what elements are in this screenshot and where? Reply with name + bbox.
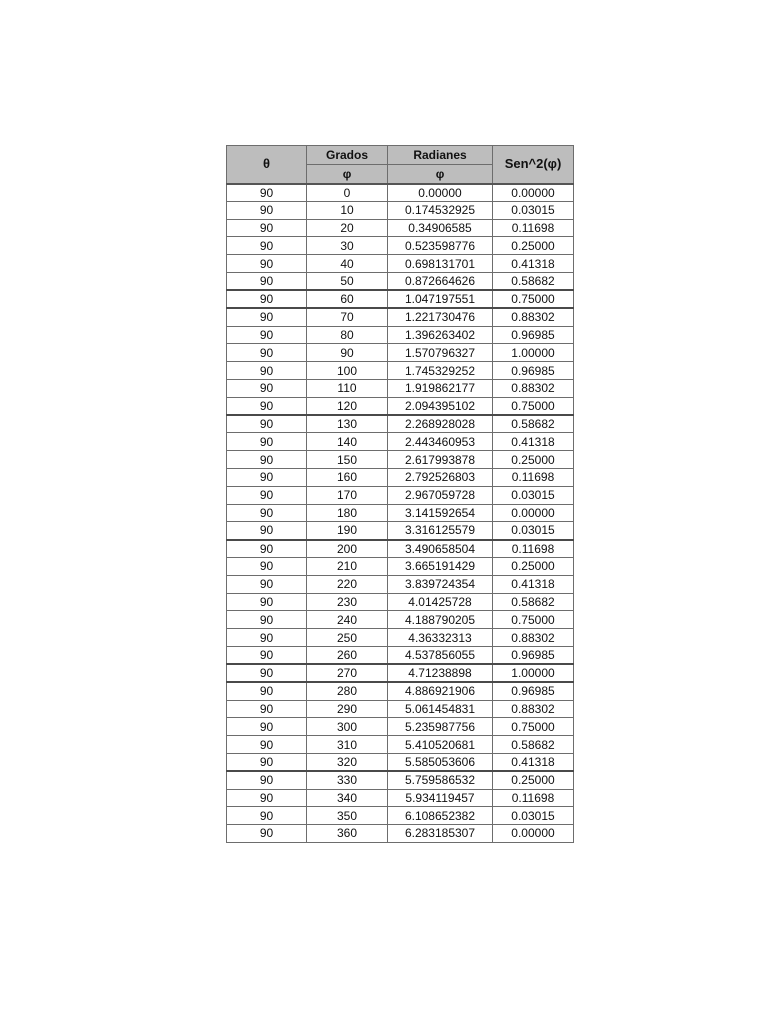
sen2-cell: 0.25000	[493, 451, 574, 469]
grados-cell: 200	[307, 540, 388, 558]
grados-cell: 240	[307, 611, 388, 629]
theta-cell: 90	[227, 415, 307, 433]
table-row	[227, 646, 574, 664]
radianes-cell: 0.523598776	[388, 237, 493, 255]
table-row	[227, 557, 574, 575]
table-row	[227, 379, 574, 397]
sen2-cell: 0.96985	[493, 682, 574, 700]
table-row	[227, 433, 574, 451]
sen2-cell: 0.75000	[493, 397, 574, 415]
sen2-cell: 0.75000	[493, 718, 574, 736]
table-row	[227, 807, 574, 825]
theta-cell: 90	[227, 736, 307, 754]
grados-cell: 260	[307, 646, 388, 664]
theta-cell: 90	[227, 789, 307, 807]
radianes-cell: 3.490658504	[388, 540, 493, 558]
grados-cell: 90	[307, 344, 388, 362]
theta-cell: 90	[227, 629, 307, 647]
table-row	[227, 486, 574, 504]
theta-cell: 90	[227, 344, 307, 362]
theta-cell: 90	[227, 255, 307, 273]
sen2-cell: 1.00000	[493, 344, 574, 362]
table-row	[227, 397, 574, 415]
grados-cell: 130	[307, 415, 388, 433]
grados-cell: 190	[307, 522, 388, 540]
theta-cell: 90	[227, 540, 307, 558]
header-grados-phi: φ	[307, 165, 388, 184]
table-row	[227, 682, 574, 700]
theta-cell: 90	[227, 219, 307, 237]
table-row	[227, 255, 574, 273]
sen2-cell: 0.96985	[493, 646, 574, 664]
theta-cell: 90	[227, 825, 307, 843]
radianes-cell: 0.872664626	[388, 272, 493, 290]
sen2-cell: 0.03015	[493, 807, 574, 825]
radianes-cell: 5.585053606	[388, 753, 493, 771]
grados-cell: 110	[307, 379, 388, 397]
table-row	[227, 201, 574, 219]
grados-cell: 40	[307, 255, 388, 273]
radianes-cell: 4.71238898	[388, 664, 493, 682]
grados-cell: 300	[307, 718, 388, 736]
sen2-cell: 0.88302	[493, 629, 574, 647]
radianes-cell: 1.396263402	[388, 326, 493, 344]
grados-cell: 220	[307, 575, 388, 593]
grados-cell: 100	[307, 362, 388, 380]
table-row	[227, 736, 574, 754]
table-row	[227, 326, 574, 344]
grados-cell: 330	[307, 771, 388, 789]
radianes-cell: 3.665191429	[388, 557, 493, 575]
grados-cell: 0	[307, 184, 388, 202]
sen2-cell: 1.00000	[493, 664, 574, 682]
table-body	[227, 184, 574, 843]
radianes-cell: 1.919862177	[388, 379, 493, 397]
radianes-cell: 4.36332313	[388, 629, 493, 647]
theta-cell: 90	[227, 807, 307, 825]
sen2-cell: 0.41318	[493, 575, 574, 593]
table-row	[227, 629, 574, 647]
header-theta: θ	[227, 146, 307, 184]
grados-cell: 210	[307, 557, 388, 575]
radianes-cell: 1.047197551	[388, 290, 493, 308]
radianes-cell: 0.00000	[388, 184, 493, 202]
sen2-cell: 0.03015	[493, 486, 574, 504]
sen2-cell: 0.58682	[493, 736, 574, 754]
radianes-cell: 5.410520681	[388, 736, 493, 754]
header-grados: Grados	[307, 146, 388, 165]
sen2-cell: 0.88302	[493, 308, 574, 326]
table-row	[227, 290, 574, 308]
grados-cell: 340	[307, 789, 388, 807]
radianes-cell: 5.759586532	[388, 771, 493, 789]
grados-cell: 80	[307, 326, 388, 344]
radianes-cell: 5.235987756	[388, 718, 493, 736]
header-radianes: Radianes	[388, 146, 493, 165]
grados-cell: 180	[307, 504, 388, 522]
theta-cell: 90	[227, 486, 307, 504]
radianes-cell: 4.188790205	[388, 611, 493, 629]
grados-cell: 20	[307, 219, 388, 237]
table-row	[227, 451, 574, 469]
radianes-cell: 1.570796327	[388, 344, 493, 362]
sen2-cell: 0.88302	[493, 379, 574, 397]
grados-cell: 70	[307, 308, 388, 326]
table-header	[227, 146, 574, 184]
table-row	[227, 718, 574, 736]
radianes-cell: 2.792526803	[388, 468, 493, 486]
theta-cell: 90	[227, 201, 307, 219]
theta-cell: 90	[227, 451, 307, 469]
sen2-cell: 0.75000	[493, 290, 574, 308]
grados-cell: 270	[307, 664, 388, 682]
theta-cell: 90	[227, 575, 307, 593]
sen2-cell: 0.75000	[493, 611, 574, 629]
table-row	[227, 219, 574, 237]
sen2-cell: 0.41318	[493, 255, 574, 273]
sen2-cell: 0.00000	[493, 184, 574, 202]
radianes-cell: 4.537856055	[388, 646, 493, 664]
theta-cell: 90	[227, 753, 307, 771]
radianes-cell: 2.967059728	[388, 486, 493, 504]
radianes-cell: 2.617993878	[388, 451, 493, 469]
theta-cell: 90	[227, 308, 307, 326]
table-row	[227, 308, 574, 326]
radianes-cell: 2.094395102	[388, 397, 493, 415]
theta-cell: 90	[227, 593, 307, 611]
radianes-cell: 4.01425728	[388, 593, 493, 611]
table-row	[227, 593, 574, 611]
sen2-cell: 0.00000	[493, 825, 574, 843]
sen2-cell: 0.25000	[493, 771, 574, 789]
grados-cell: 360	[307, 825, 388, 843]
theta-cell: 90	[227, 557, 307, 575]
radianes-cell: 5.934119457	[388, 789, 493, 807]
theta-cell: 90	[227, 700, 307, 718]
grados-cell: 230	[307, 593, 388, 611]
theta-cell: 90	[227, 771, 307, 789]
grados-cell: 50	[307, 272, 388, 290]
theta-cell: 90	[227, 468, 307, 486]
table-row	[227, 771, 574, 789]
table-row	[227, 540, 574, 558]
grados-cell: 310	[307, 736, 388, 754]
radianes-cell: 5.061454831	[388, 700, 493, 718]
radianes-cell: 0.174532925	[388, 201, 493, 219]
theta-cell: 90	[227, 362, 307, 380]
radianes-cell: 0.34906585	[388, 219, 493, 237]
table-row	[227, 611, 574, 629]
table-row	[227, 272, 574, 290]
grados-cell: 350	[307, 807, 388, 825]
table-row	[227, 362, 574, 380]
grados-cell: 30	[307, 237, 388, 255]
theta-cell: 90	[227, 184, 307, 202]
theta-cell: 90	[227, 611, 307, 629]
theta-cell: 90	[227, 646, 307, 664]
sen2-cell: 0.96985	[493, 362, 574, 380]
theta-cell: 90	[227, 290, 307, 308]
sen2-cell: 0.58682	[493, 272, 574, 290]
sen2-cell: 0.41318	[493, 753, 574, 771]
grados-cell: 10	[307, 201, 388, 219]
header-sen2: Sen^2(φ)	[493, 146, 574, 184]
grados-cell: 290	[307, 700, 388, 718]
sen2-cell: 0.58682	[493, 415, 574, 433]
theta-cell: 90	[227, 522, 307, 540]
sen2-cell: 0.11698	[493, 219, 574, 237]
theta-cell: 90	[227, 237, 307, 255]
sen2-cell: 0.03015	[493, 201, 574, 219]
theta-cell: 90	[227, 682, 307, 700]
table-row	[227, 237, 574, 255]
table-row	[227, 789, 574, 807]
table-row	[227, 664, 574, 682]
table-row	[227, 468, 574, 486]
theta-cell: 90	[227, 272, 307, 290]
grados-cell: 170	[307, 486, 388, 504]
radianes-cell: 2.268928028	[388, 415, 493, 433]
table-row	[227, 415, 574, 433]
grados-cell: 320	[307, 753, 388, 771]
radianes-cell: 6.108652382	[388, 807, 493, 825]
grados-cell: 160	[307, 468, 388, 486]
table-row	[227, 344, 574, 362]
theta-cell: 90	[227, 433, 307, 451]
sen2-cell: 0.11698	[493, 468, 574, 486]
table-row	[227, 522, 574, 540]
table-row	[227, 700, 574, 718]
theta-cell: 90	[227, 397, 307, 415]
grados-cell: 250	[307, 629, 388, 647]
radianes-cell: 3.316125579	[388, 522, 493, 540]
grados-cell: 150	[307, 451, 388, 469]
sen2-cell: 0.96985	[493, 326, 574, 344]
sen2-cell: 0.03015	[493, 522, 574, 540]
sen2-cell: 0.25000	[493, 557, 574, 575]
radianes-cell: 3.839724354	[388, 575, 493, 593]
sen2-cell: 0.11698	[493, 540, 574, 558]
table-row	[227, 504, 574, 522]
radianes-cell: 3.141592654	[388, 504, 493, 522]
sen2-cell: 0.00000	[493, 504, 574, 522]
table-row	[227, 575, 574, 593]
angle-table	[226, 145, 574, 843]
grados-cell: 60	[307, 290, 388, 308]
grados-cell: 120	[307, 397, 388, 415]
radianes-cell: 1.221730476	[388, 308, 493, 326]
radianes-cell: 0.698131701	[388, 255, 493, 273]
theta-cell: 90	[227, 664, 307, 682]
theta-cell: 90	[227, 379, 307, 397]
sen2-cell: 0.25000	[493, 237, 574, 255]
radianes-cell: 2.443460953	[388, 433, 493, 451]
sen2-cell: 0.41318	[493, 433, 574, 451]
grados-cell: 280	[307, 682, 388, 700]
radianes-cell: 6.283185307	[388, 825, 493, 843]
radianes-cell: 4.886921906	[388, 682, 493, 700]
table-row	[227, 825, 574, 843]
header-radianes-phi: φ	[388, 165, 493, 184]
table-row	[227, 184, 574, 202]
table-row	[227, 753, 574, 771]
sen2-cell: 0.88302	[493, 700, 574, 718]
grados-cell: 140	[307, 433, 388, 451]
theta-cell: 90	[227, 718, 307, 736]
sen2-cell: 0.58682	[493, 593, 574, 611]
radianes-cell: 1.745329252	[388, 362, 493, 380]
theta-cell: 90	[227, 326, 307, 344]
sen2-cell: 0.11698	[493, 789, 574, 807]
theta-cell: 90	[227, 504, 307, 522]
